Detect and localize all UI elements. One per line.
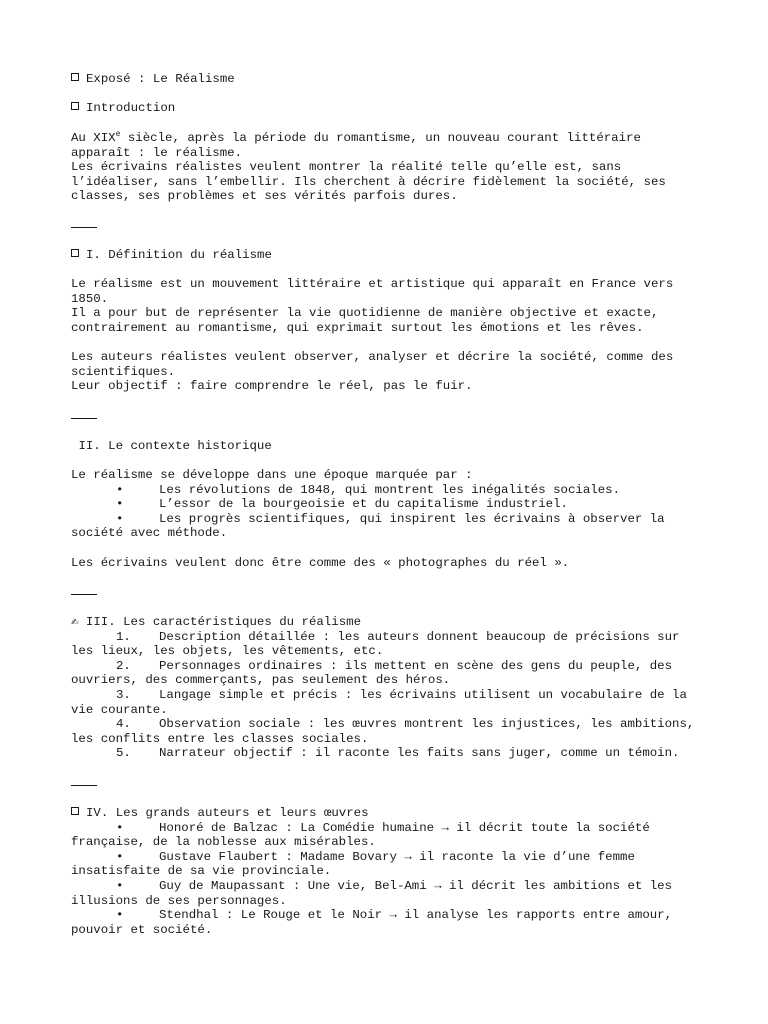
list-item: • Gustave Flaubert : Madame Bovary → il raconte la vie d’une femme insatisfaite de sa vie provinciale. <box>71 849 643 879</box>
section4-heading: IV. Les grands auteurs et leurs œuvres <box>71 806 701 821</box>
section-divider <box>71 585 701 600</box>
checkbox-glyph-icon <box>71 73 79 81</box>
section-divider <box>71 409 701 424</box>
list-item: 5. Narrateur objectif : il raconte les faits sans juger, comme un témoin. <box>116 746 680 761</box>
section-divider <box>71 776 701 791</box>
intro-heading: Introduction <box>71 101 701 116</box>
list-item: • Stendhal : Le Rouge et le Noir → il analyse les rapports entre amour, pouvoir et société. <box>71 908 680 937</box>
checkbox-glyph-icon <box>71 249 79 257</box>
section2-intro: Le réalisme se développe dans une époque marquée par : <box>71 468 473 482</box>
writing-hand-icon: ✍ <box>71 615 79 629</box>
section3 <box>71 615 701 761</box>
list-item: 1. Description détaillée : les auteurs donnent beaucoup de précisions sur les lieux, les objets, les vêtements, etc. <box>71 629 687 659</box>
list-item: • Guy de Maupassant : Une vie, Bel-Ami → il décrit les ambitions et les illusions de ses personnages. <box>71 878 680 908</box>
section2-list <box>71 468 701 541</box>
intro-paragraph: Au XIXe siècle, après la période du romantisme, un nouveau courant littéraire apparaît : le réalisme. Les écrivains réalistes veulent montrer la réalité telle qu’elle est, sans l’idéaliser, sans l’embellir. Ils cherchent à décrire fidèlement la société, ses classes, ses problèmes et ses vérités parfois dures. <box>71 130 674 204</box>
list-item: • Honoré de Balzac : La Comédie humaine → il décrit toute la société française, de la noblesse aux misérables. <box>71 820 658 850</box>
checkbox-glyph-icon <box>71 807 79 815</box>
section1-heading: I. Définition du réalisme <box>71 248 701 263</box>
section2-closing: Les écrivains veulent donc être comme des « photographes du réel ». <box>71 556 570 570</box>
list-item: • L’essor de la bourgeoisie et du capitalisme industriel. <box>116 497 568 512</box>
list-item: • Les révolutions de 1848, qui montrent les inégalités sociales. <box>116 482 621 497</box>
list-item: 3. Langage simple et précis : les écrivains utilisent un vocabulaire de la vie courante. <box>71 687 695 717</box>
section3-heading: ✍ III. Les caractéristiques du réalisme <box>71 615 362 629</box>
section4 <box>71 806 701 937</box>
document-title: Exposé : Le Réalisme <box>71 72 701 87</box>
list-item: • Les progrès scientifiques, qui inspirent les écrivains à observer la société avec méthode. <box>71 511 673 541</box>
section-divider <box>71 218 701 233</box>
list-item: 2. Personnages ordinaires : ils mettent en scène des gens du peuple, des ouvriers, des commerçants, pas seulement des héros. <box>71 658 680 688</box>
section1-paragraph-1: Le réalisme est un mouvement littéraire et artistique qui apparaît en France vers 1850. Il a pour but de représenter la vie quotidienne de manière objective et exacte, contrairement au romantisme, qui exprimait surtout les émotions et les rêves. <box>71 277 681 335</box>
checkbox-glyph-icon <box>71 102 79 110</box>
list-item: 4. Observation sociale : les œuvres montrent les injustices, les ambitions, les conflits entre les classes sociales. <box>71 717 702 746</box>
section2-heading: II. Le contexte historique <box>71 439 272 453</box>
section1-paragraph-2: Les auteurs réalistes veulent observer, analyser et décrire la société, comme des scientifiques. Leur objectif : faire comprendre le réel, pas le fuir. <box>71 350 681 394</box>
